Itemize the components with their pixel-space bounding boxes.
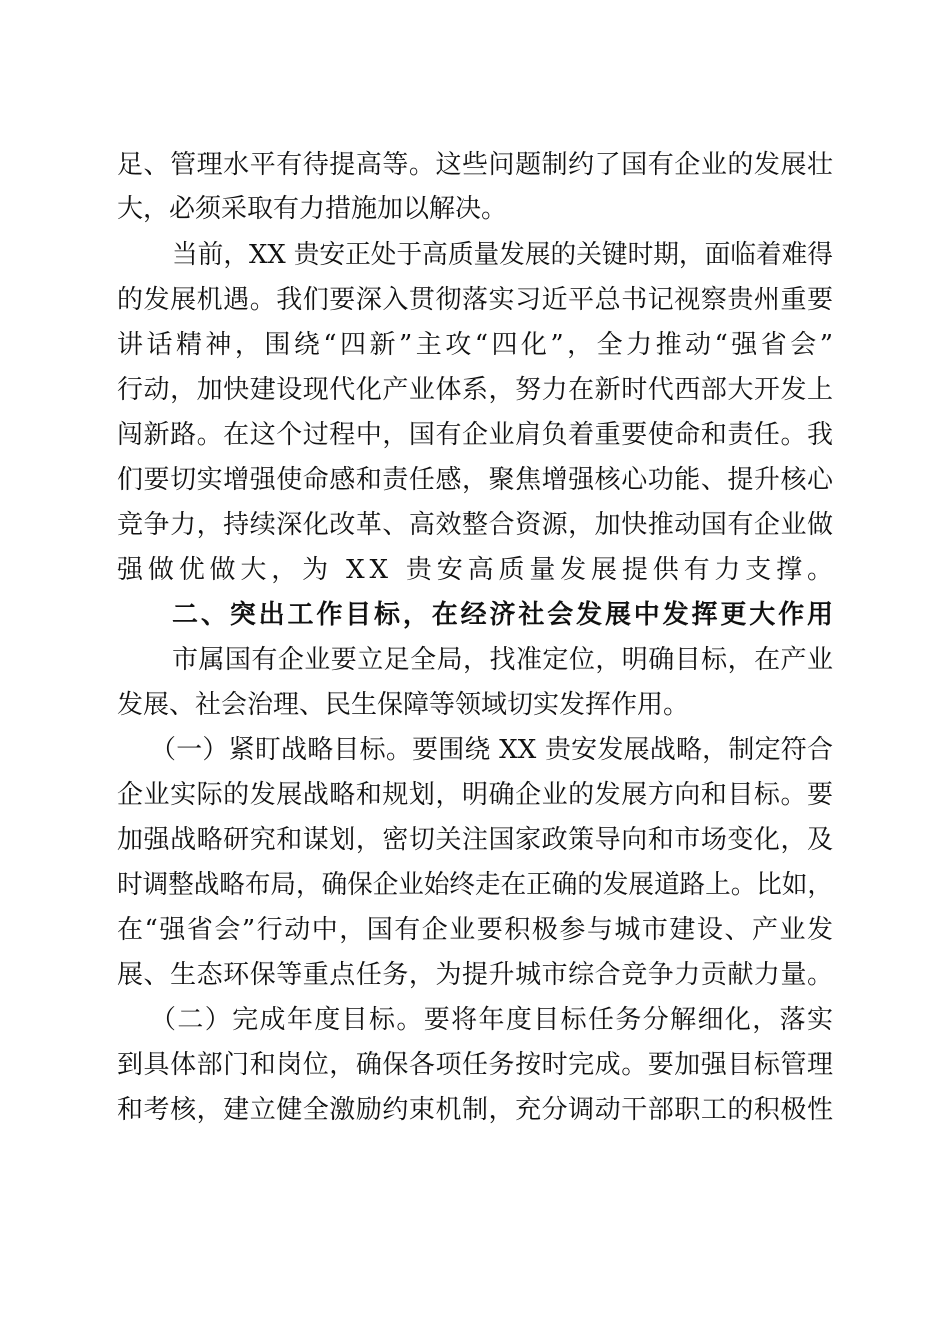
- body-text: 市属国有企业要立足全局，找准定位，明确目标，在产业: [172, 645, 834, 675]
- body-text: 到具体部门和岗位，确保各项任务按时完成。要加强目标管理: [117, 1050, 834, 1080]
- body-text: 和考核，建立健全激励约束机制，充分调动干部职工的积极性: [117, 1095, 834, 1125]
- body-text: （二）完成年度目标。要将年度目标任务分解细化，落实: [150, 1005, 835, 1035]
- body-text: 加强战略研究和谋划，密切关注国家政策导向和市场变化，及: [117, 825, 834, 855]
- body-text: 的发展机遇。我们要深入贯彻落实习近平总书记视察贵州重要: [117, 285, 834, 315]
- paragraph-line: [0, 1084, 950, 1136]
- body-text: 们要切实增强使命感和责任感，聚焦增强核心功能、提升核心: [117, 465, 834, 495]
- paragraph-line: [0, 183, 950, 235]
- body-text: 在“强省会”行动中，国有企业要积极参与城市建设、产业发: [117, 915, 835, 945]
- body-text: 强做优做大，为 XX 贵安高质量发展提供有力支撑。: [117, 555, 838, 585]
- body-text: 闯新路。在这个过程中，国有企业肩负着重要使命和责任。我: [117, 420, 834, 450]
- section-heading: 二、突出工作目标，在经济社会发展中发挥更大作用: [172, 600, 836, 630]
- body-text: 大，必须采取有力措施加以解决。: [117, 194, 508, 224]
- body-text: 当前，XX 贵安正处于高质量发展的关键时期，面临着难得: [172, 240, 833, 270]
- body-text: 讲话精神，围绕“四新”主攻“四化”，全力推动“强省会”: [117, 330, 837, 360]
- body-text: 竞争力，持续深化改革、高效整合资源，加快推动国有企业做: [117, 510, 834, 540]
- body-text: 行动，加快建设现代化产业体系，努力在新时代西部大开发上: [117, 375, 834, 405]
- body-text: 发展、社会治理、民生保障等领域切实发挥作用。: [117, 690, 690, 720]
- body-text: 时调整战略布局，确保企业始终走在正确的发展道路上。比如，: [117, 870, 833, 900]
- body-text: 足、管理水平有待提高等。这些问题制约了国有企业的发展壮: [117, 150, 834, 180]
- body-text: （一）紧盯战略目标。要围绕 XX 贵安发展战略，制定符合: [150, 735, 834, 765]
- body-text: 企业实际的发展战略和规划，明确企业的发展方向和目标。要: [117, 780, 834, 810]
- body-text: 展、生态环保等重点任务，为提升城市综合竞争力贡献力量。: [117, 960, 834, 990]
